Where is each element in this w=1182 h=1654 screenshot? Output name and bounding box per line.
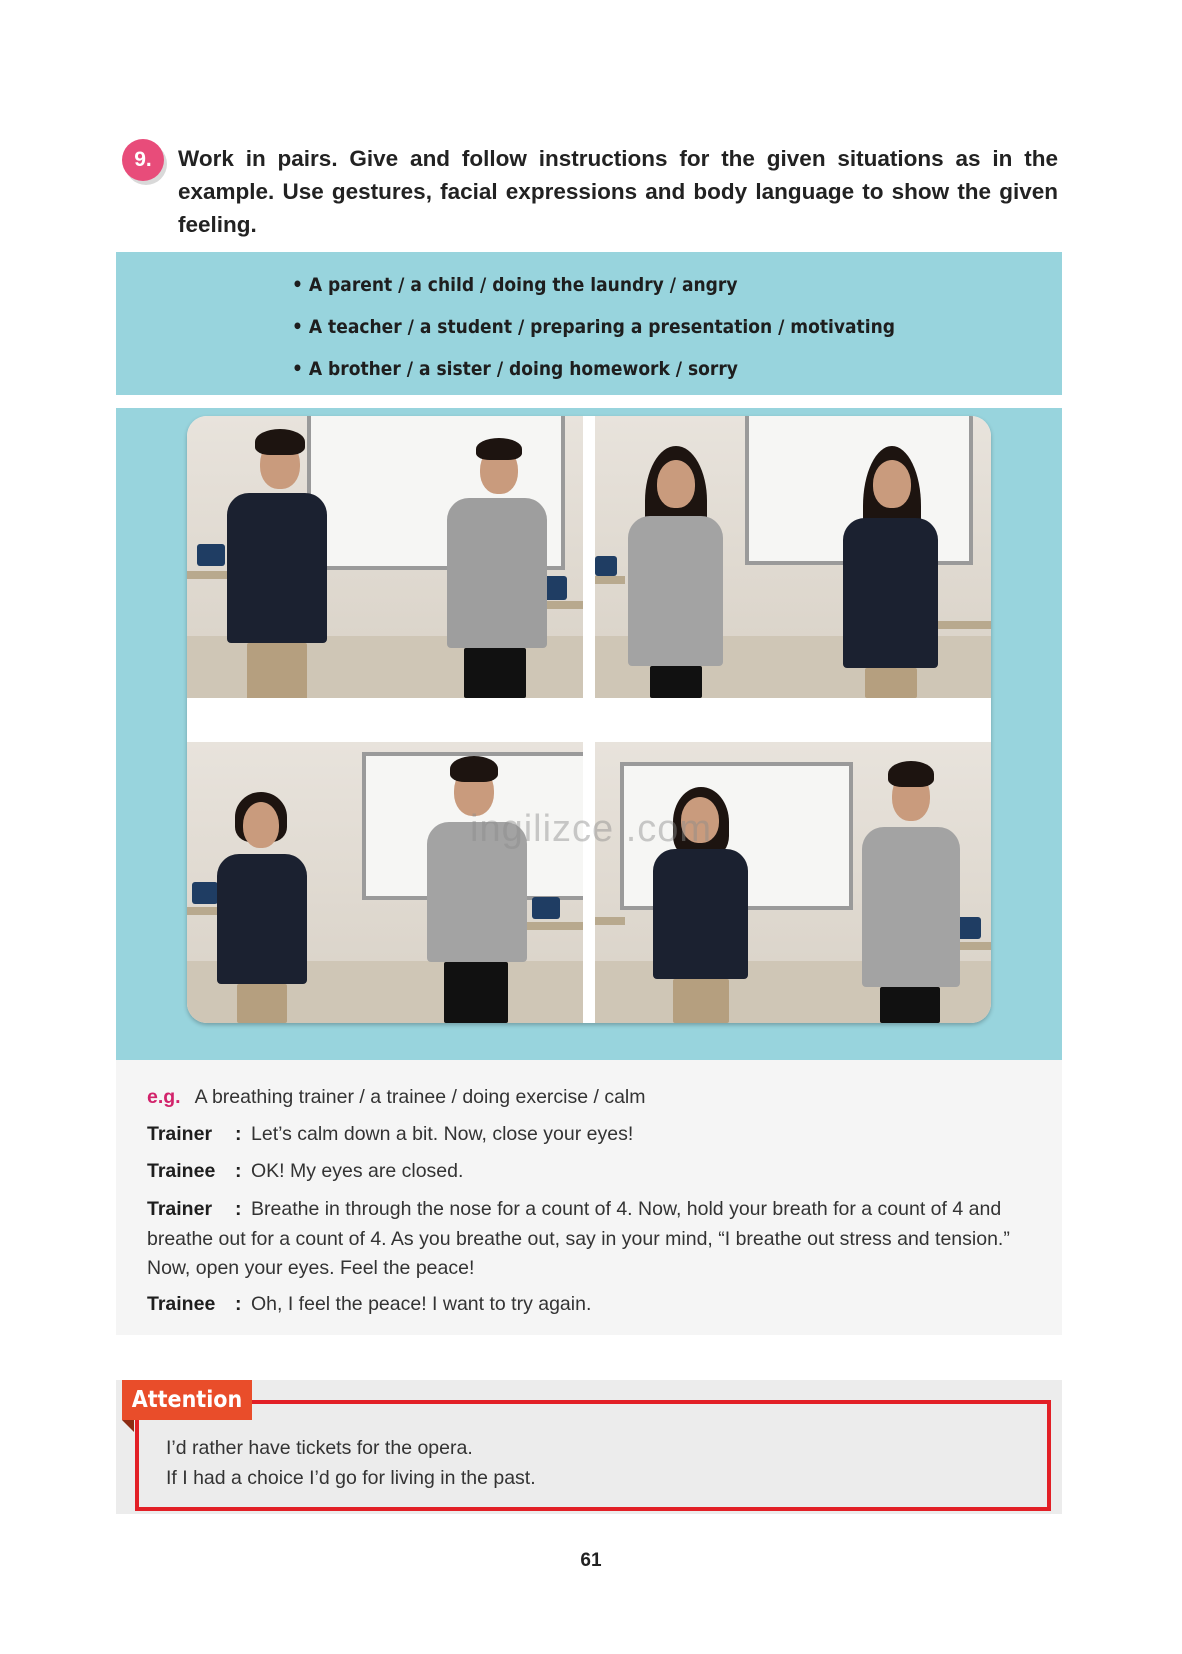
dialogue-line: Trainer : Let’s calm down a bit. Now, close your eyes!: [147, 1120, 1035, 1150]
classroom-photo: [595, 416, 991, 698]
dialogue-text: Breathe in through the nose for a count of 4. Now, hold your breath for a count of 4 and breathe out for a count of 4. As you breathe out, say in your mind, “I breathe out stress and tension.” Now, open your eyes. Feel the peace!: [147, 1198, 1010, 1279]
speaker-name: Trainer: [147, 1123, 213, 1145]
example-label: e.g.: [147, 1086, 181, 1108]
classroom-photo: [595, 742, 991, 1023]
situations-box: [116, 252, 1062, 395]
dialogue-line: Trainee : Oh, I feel the peace! I want to try again.: [147, 1290, 1035, 1320]
classroom-photo: [187, 742, 583, 1023]
situation-item: • A brother / a sister / doing homework / sorry: [292, 358, 738, 380]
dialogue-line: Trainee : OK! My eyes are closed.: [147, 1157, 1035, 1187]
attention-line: I’d rather have tickets for the opera.: [166, 1437, 473, 1459]
classroom-photo: [187, 416, 583, 698]
dialogue-text: Oh, I feel the peace! I want to try again.: [251, 1293, 592, 1315]
photo-collage: [187, 416, 991, 1023]
situation-item: • A teacher / a student / preparing a presentation / motivating: [292, 316, 895, 338]
attention-title: Attention: [122, 1380, 252, 1420]
dialogue-text: OK! My eyes are closed.: [251, 1160, 464, 1182]
situation-item: • A parent / a child / doing the laundry / angry: [292, 274, 738, 296]
situations-list: [116, 252, 1062, 390]
dialogue-line: Trainer : Breathe in through the nose for a count of 4. Now, hold your breath for a count of 4 and breathe out for a count of 4. As you breathe out, say in your mind, “I breathe out stress and tension.” Now, open your eyes. Feel the peace!: [147, 1195, 1035, 1284]
example-situation: [147, 1086, 646, 1109]
exercise-number-badge: 9.: [122, 139, 164, 181]
dialogue-text: Let’s calm down a bit. Now, close your eyes!: [251, 1123, 634, 1145]
page-number: 61: [580, 1550, 602, 1571]
speaker-name: Trainer: [147, 1198, 213, 1220]
speaker-name: Trainee: [147, 1160, 216, 1182]
example-situation-text: A breathing trainer / a trainee / doing exercise / calm: [194, 1086, 646, 1108]
watermark-text: ingilizce .com: [470, 808, 713, 850]
exercise-instruction: Work in pairs. Give and follow instructions for the given situations as in the example. Use gestures, facial expressions and body language to show the given feeling.: [178, 146, 1058, 237]
speaker-name: Trainee: [147, 1293, 216, 1315]
attention-content: [166, 1433, 536, 1493]
attention-line: If I had a choice I’d go for living in the past.: [166, 1467, 536, 1489]
